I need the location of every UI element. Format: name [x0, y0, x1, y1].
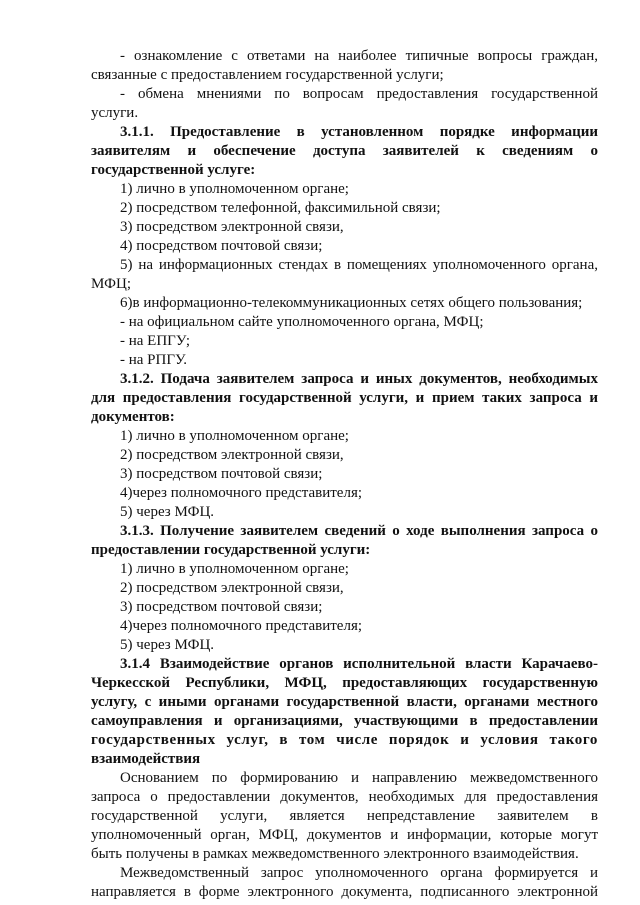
text-line: связанные с предоставлением государственной услуги;	[91, 67, 444, 83]
text-line: уполномоченный орган, МФЦ, документов и информации, которые могут	[91, 827, 598, 843]
text-line: 2) посредством электронной связи,	[120, 580, 344, 596]
text-line: предоставлении государственной услуги:	[91, 542, 371, 558]
text-line: 2) посредством телефонной, факсимильной связи;	[120, 200, 441, 216]
text-line: 4) посредством почтовой связи;	[120, 238, 323, 254]
text-line: - обмена мнениями по вопросам предоставления государственной	[120, 86, 598, 102]
text-line: 1) лично в уполномоченном органе;	[120, 561, 349, 577]
text-line: быть получены в рамках межведомственного электронного взаимодействия.	[91, 846, 579, 862]
text-line: - ознакомление с ответами на наиболее типичные вопросы граждан,	[120, 48, 598, 64]
text-line: МФЦ;	[91, 276, 131, 292]
text-line: 6)в информационно-телекоммуникационных сетях общего пользования;	[120, 295, 583, 311]
text-line: взаимодействия	[91, 751, 201, 767]
text-line: 1) лично в уполномоченном органе;	[120, 428, 349, 444]
text-line: 3) посредством почтовой связи;	[120, 599, 323, 615]
text-line: Основанием по формированию и направлению межведомственного	[120, 770, 598, 786]
text-line: - на ЕПГУ;	[120, 333, 191, 349]
text-line: 5) на информационных стендах в помещениях уполномоченного органа,	[120, 257, 598, 273]
text-line: услуги.	[91, 105, 139, 121]
text-line: документов:	[91, 409, 175, 425]
text-line: 4)через полномочного представителя;	[120, 618, 363, 634]
text-line: Межведомственный запрос уполномоченного органа формируется и	[120, 865, 598, 881]
text-line: государственной услуге:	[91, 162, 256, 178]
text-line: услугу, с иными органами государственной власти, органами местного	[91, 694, 598, 710]
text-line: - на официальном сайте уполномоченного органа, МФЦ;	[120, 314, 484, 330]
text-line: 3.1.4 Взаимодействие органов исполнительной власти Карачаево-	[120, 656, 598, 672]
text-line: 5) через МФЦ.	[120, 504, 215, 520]
text-line: 3.1.1. Предоставление в установленном порядке информации	[120, 124, 598, 140]
text-line: государственных услуг, в том числе порядок и условия такого	[91, 732, 598, 748]
text-line: направляется в форме электронного документа, подписанного электронной	[91, 884, 598, 900]
text-line: - на РПГУ.	[120, 352, 187, 368]
text-line: 3) посредством почтовой связи;	[120, 466, 323, 482]
text-line: 3) посредством электронной связи,	[120, 219, 344, 235]
text-line: 3.1.3. Получение заявителем сведений о ходе выполнения запроса о	[120, 523, 598, 539]
text-line: для предоставления государственной услуги, и прием таких запроса и	[91, 390, 598, 406]
text-line: 1) лично в уполномоченном органе;	[120, 181, 349, 197]
text-line: Черкесской Республики, МФЦ, предоставляющих государственную	[91, 675, 598, 691]
text-line: заявителям и обеспечение доступа заявителей к сведениям о	[91, 143, 598, 159]
text-line: государственной услуги, является непредставление заявителем в	[91, 808, 598, 824]
text-line: самоуправления и организациями, участвующими в предоставлении	[91, 713, 598, 729]
text-line: 3.1.2. Подача заявителем запроса и иных документов, необходимых	[120, 371, 598, 387]
text-line: 2) посредством электронной связи,	[120, 447, 344, 463]
text-line: запроса о предоставлении документов, необходимых для предоставления	[91, 789, 598, 805]
text-line: 4)через полномочного представителя;	[120, 485, 363, 501]
text-line: 5) через МФЦ.	[120, 637, 215, 653]
